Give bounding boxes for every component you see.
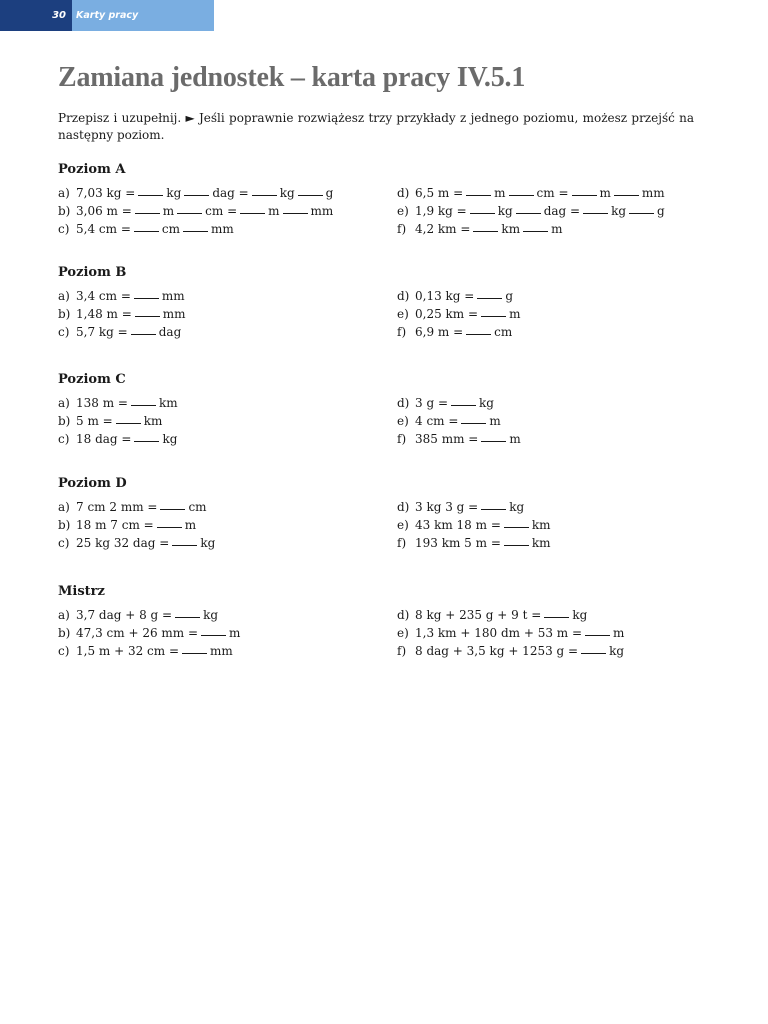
answer-blank[interactable] <box>283 202 308 214</box>
unit-text: kg <box>203 608 219 622</box>
answer-blank[interactable] <box>451 394 476 406</box>
exercise-item <box>58 412 397 430</box>
exercise-item <box>397 430 718 448</box>
answer-blank[interactable] <box>134 220 159 232</box>
page-title: Zamiana jednostek – karta pracy IV.5.1 <box>58 62 526 93</box>
answer-blank[interactable] <box>481 305 506 317</box>
answer-blank[interactable] <box>504 516 529 528</box>
item-label: e) <box>397 518 409 532</box>
unit-text: mm <box>162 307 186 321</box>
unit-text: mm <box>210 222 234 236</box>
expression-text: 18 dag = <box>76 432 132 446</box>
answer-blank[interactable] <box>470 202 495 214</box>
answer-blank[interactable] <box>184 184 209 196</box>
exercise-item <box>58 606 397 624</box>
page-number: 30 <box>0 0 72 31</box>
answer-blank[interactable] <box>131 323 156 335</box>
expression-text: 18 m 7 cm = <box>76 518 154 532</box>
item-label: a) <box>58 608 70 622</box>
unit-text: m <box>268 204 280 218</box>
answer-blank[interactable] <box>138 184 163 196</box>
answer-blank[interactable] <box>201 624 226 636</box>
unit-text: g <box>657 204 665 218</box>
answer-blank[interactable] <box>134 430 159 442</box>
answer-blank[interactable] <box>509 184 534 196</box>
unit-text: cm <box>161 222 180 236</box>
exercise-rows <box>58 394 718 448</box>
exercise-row <box>58 534 718 552</box>
item-label: c) <box>58 644 70 658</box>
exercise-row <box>58 305 718 323</box>
answer-blank[interactable] <box>477 287 502 299</box>
exercise-item <box>397 202 718 220</box>
exercise-item <box>397 412 718 430</box>
exercise-item <box>58 642 397 660</box>
item-label: d) <box>397 500 410 514</box>
unit-text: kg <box>611 204 627 218</box>
answer-blank[interactable] <box>585 624 610 636</box>
level-heading: Mistrz <box>58 584 105 599</box>
item-label: b) <box>58 414 71 428</box>
exercise-row <box>58 642 718 660</box>
unit-text: m <box>162 204 175 218</box>
exercise-rows <box>58 184 718 238</box>
exercise-item <box>58 430 397 448</box>
expression-text: 1,48 m = <box>76 307 132 321</box>
unit-text: kg <box>497 204 513 218</box>
answer-blank[interactable] <box>182 642 207 654</box>
exercise-item <box>397 184 718 202</box>
unit-text: kg <box>166 186 182 200</box>
expression-text: 3,4 cm = <box>76 289 131 303</box>
unit-text: kg <box>609 644 625 658</box>
exercise-row <box>58 516 718 534</box>
expression-text: 1,5 m + 32 cm = <box>76 644 180 658</box>
exercise-item <box>58 534 397 552</box>
exercise-item <box>58 498 397 516</box>
item-label: a) <box>58 396 70 410</box>
answer-blank[interactable] <box>481 498 506 510</box>
unit-text: cm <box>494 325 513 339</box>
answer-blank[interactable] <box>177 202 202 214</box>
level-heading: Poziom A <box>58 162 126 177</box>
unit-text: cm = <box>205 204 238 218</box>
expression-text: 3 g = <box>415 396 448 410</box>
unit-text: km <box>531 518 551 532</box>
answer-blank[interactable] <box>629 202 654 214</box>
unit-text: mm <box>641 186 665 200</box>
item-label: e) <box>397 626 409 640</box>
exercise-item <box>397 323 718 341</box>
instruction: Przepisz i uzupełnij. ► Jeśli poprawnie rozwiążesz trzy przykłady z jednego poziomu, możesz przejść na następny poziom. <box>58 111 694 142</box>
exercise-row <box>58 430 718 448</box>
unit-text: kg <box>200 536 216 550</box>
exercise-item <box>58 184 397 202</box>
answer-blank[interactable] <box>160 498 185 510</box>
answer-blank[interactable] <box>473 220 498 232</box>
expression-text: 138 m = <box>76 396 128 410</box>
expression-text: 6,9 m = <box>415 325 464 339</box>
exercise-rows <box>58 287 718 341</box>
exercise-row <box>58 498 718 516</box>
expression-text: 47,3 cm + 26 mm = <box>76 626 199 640</box>
level-heading: Poziom C <box>58 372 126 387</box>
item-label: c) <box>58 536 70 550</box>
item-label: d) <box>397 186 410 200</box>
unit-text: cm = <box>536 186 569 200</box>
expression-text: 0,25 km = <box>415 307 479 321</box>
item-label: a) <box>58 500 70 514</box>
unit-text: m <box>184 518 197 532</box>
exercise-rows <box>58 498 718 552</box>
exercise-rows <box>58 606 718 660</box>
unit-text: kg <box>162 432 178 446</box>
exercise-item <box>58 394 397 412</box>
unit-text: m <box>509 307 521 321</box>
answer-blank[interactable] <box>466 184 491 196</box>
unit-text: dag = <box>543 204 581 218</box>
exercise-item <box>58 624 397 642</box>
unit-text: mm <box>210 644 233 658</box>
expression-text: 5 m = <box>76 414 113 428</box>
item-label: c) <box>58 325 70 339</box>
unit-text: mm <box>161 289 185 303</box>
item-label: a) <box>58 186 70 200</box>
expression-text: 7 cm 2 mm = <box>76 500 158 514</box>
item-label: f) <box>397 536 407 550</box>
unit-text: m <box>494 186 506 200</box>
item-label: a) <box>58 289 70 303</box>
answer-blank[interactable] <box>157 516 182 528</box>
item-label: b) <box>58 518 71 532</box>
unit-text: m <box>551 222 563 236</box>
level-heading: Poziom B <box>58 265 127 280</box>
unit-text: m <box>509 432 521 446</box>
item-label: f) <box>397 325 407 339</box>
exercise-item <box>58 516 397 534</box>
expression-text: 1,9 kg = <box>415 204 467 218</box>
level-section <box>58 371 718 446</box>
answer-blank[interactable] <box>131 394 156 406</box>
level-section <box>58 475 718 550</box>
unit-text: kg <box>572 608 588 622</box>
expression-text: 1,3 km + 180 dm + 53 m = <box>415 626 583 640</box>
exercise-row <box>58 202 718 220</box>
unit-text: kg <box>479 396 494 410</box>
expression-text: 8 dag + 3,5 kg + 1253 g = <box>415 644 579 658</box>
unit-text: cm <box>188 500 207 514</box>
answer-blank[interactable] <box>504 534 529 546</box>
exercise-row <box>58 624 718 642</box>
expression-text: 6,5 m = <box>415 186 464 200</box>
unit-text: km <box>158 396 178 410</box>
answer-blank[interactable] <box>135 305 160 317</box>
item-label: f) <box>397 644 407 658</box>
expression-text: 5,7 kg = <box>76 325 128 339</box>
expression-text: 193 km 5 m = <box>415 536 501 550</box>
answer-blank[interactable] <box>583 202 608 214</box>
item-label: f) <box>397 222 407 236</box>
item-label: b) <box>58 204 71 218</box>
exercise-item <box>397 498 718 516</box>
expression-text: 385 mm = <box>415 432 479 446</box>
unit-text: dag = <box>212 186 249 200</box>
answer-blank[interactable] <box>183 220 208 232</box>
exercise-item <box>58 323 397 341</box>
exercise-item <box>397 287 718 305</box>
exercise-row <box>58 287 718 305</box>
unit-text: kg <box>509 500 525 514</box>
exercise-row <box>58 184 718 202</box>
answer-blank[interactable] <box>466 323 491 335</box>
item-label: b) <box>58 307 71 321</box>
exercise-item <box>397 516 718 534</box>
exercise-item <box>397 305 718 323</box>
exercise-row <box>58 412 718 430</box>
exercise-item <box>58 287 397 305</box>
unit-text: m <box>599 186 611 200</box>
item-label: e) <box>397 307 409 321</box>
unit-text: mm <box>310 204 334 218</box>
exercise-item <box>397 220 718 238</box>
answer-blank[interactable] <box>298 184 323 196</box>
expression-text: 3,06 m = <box>76 204 132 218</box>
exercise-item <box>397 606 718 624</box>
answer-blank[interactable] <box>581 642 606 654</box>
expression-text: 3,7 dag + 8 g = <box>76 608 173 622</box>
level-section <box>58 161 718 236</box>
exercise-item <box>58 305 397 323</box>
expression-text: 25 kg 32 dag = <box>76 536 170 550</box>
answer-blank[interactable] <box>516 202 541 214</box>
level-section <box>58 583 718 658</box>
expression-text: 3 kg 3 g = <box>415 500 479 514</box>
expression-text: 8 kg + 235 g + 9 t = <box>415 608 542 622</box>
item-label: d) <box>397 396 410 410</box>
exercise-row <box>58 323 718 341</box>
unit-text: m <box>489 414 501 428</box>
unit-text: km <box>143 414 163 428</box>
exercise-row <box>58 606 718 624</box>
level-heading: Poziom D <box>58 476 127 491</box>
answer-blank[interactable] <box>572 184 597 196</box>
answer-blank[interactable] <box>240 202 265 214</box>
exercise-item <box>397 624 718 642</box>
expression-text: 43 km 18 m = <box>415 518 501 532</box>
item-label: c) <box>58 222 70 236</box>
header-tab <box>0 0 214 31</box>
item-label: d) <box>397 608 410 622</box>
answer-blank[interactable] <box>523 220 548 232</box>
answer-blank[interactable] <box>461 412 486 424</box>
unit-text: dag <box>158 325 182 339</box>
exercise-item <box>397 642 718 660</box>
item-label: f) <box>397 432 407 446</box>
level-section <box>58 264 718 339</box>
answer-blank[interactable] <box>544 606 569 618</box>
exercise-item <box>397 394 718 412</box>
answer-blank[interactable] <box>252 184 277 196</box>
item-label: d) <box>397 289 410 303</box>
answer-blank[interactable] <box>614 184 639 196</box>
expression-text: 7,03 kg = <box>76 186 136 200</box>
exercise-item <box>58 220 397 238</box>
exercise-item <box>58 202 397 220</box>
unit-text: g <box>325 186 334 200</box>
answer-blank[interactable] <box>134 287 159 299</box>
item-label: e) <box>397 204 409 218</box>
unit-text: km <box>531 536 551 550</box>
unit-text: g <box>505 289 514 303</box>
unit-text: kg <box>279 186 295 200</box>
expression-text: 4,2 km = <box>415 222 471 236</box>
answer-blank[interactable] <box>116 412 141 424</box>
expression-text: 5,4 cm = <box>76 222 131 236</box>
answer-blank[interactable] <box>135 202 160 214</box>
section-label: Karty pracy <box>72 0 214 31</box>
answer-blank[interactable] <box>481 430 506 442</box>
expression-text: 0,13 kg = <box>415 289 475 303</box>
item-label: c) <box>58 432 70 446</box>
unit-text: m <box>229 626 241 640</box>
exercise-row <box>58 220 718 238</box>
item-label: e) <box>397 414 409 428</box>
expression-text: 4 cm = <box>415 414 459 428</box>
answer-blank[interactable] <box>175 606 200 618</box>
unit-text: m <box>613 626 625 640</box>
item-label: b) <box>58 626 71 640</box>
exercise-row <box>58 394 718 412</box>
exercise-item <box>397 534 718 552</box>
unit-text: km <box>501 222 521 236</box>
answer-blank[interactable] <box>172 534 197 546</box>
